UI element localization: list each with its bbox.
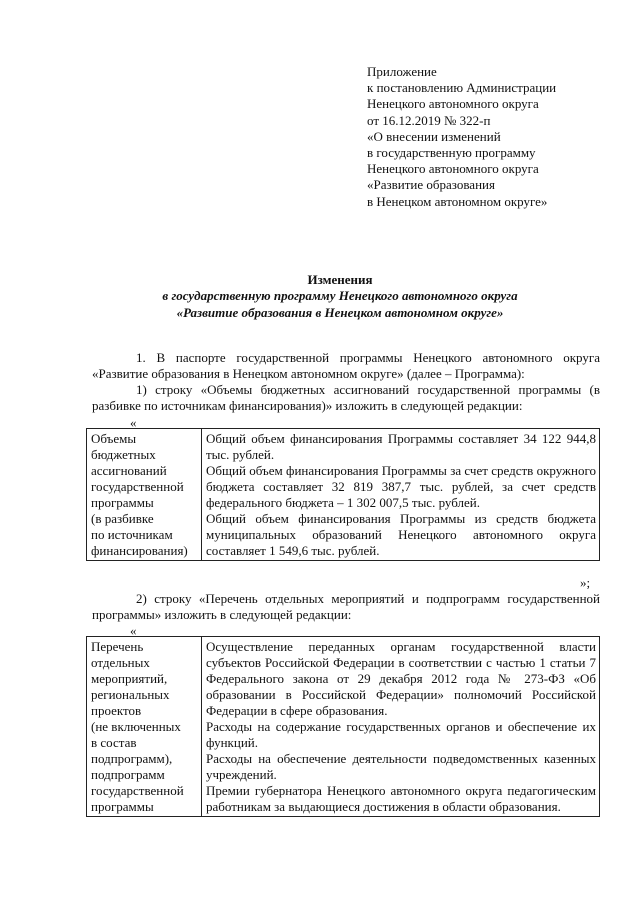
label-line: подпрограмм [91,767,165,782]
value-paragraph: Общий объем финансирования Программы составляет 34 122 944,8 тыс. рублей. [206,431,596,462]
label-line: государственной [91,783,184,798]
appendix-line: в государственную программу [367,145,536,161]
label-line: Объемы [91,431,137,446]
paragraph-intro: 1. В паспорте государственной программы Ненецкого автономного округа «Развитие образования в Ненецком автономном округе» (далее – Программа): [92,350,600,381]
label-line: отдельных [91,655,150,670]
label-line: бюджетных [91,447,156,462]
open-quote: « [130,415,137,430]
row-value-cell [202,637,600,817]
label-line: Перечень [91,639,144,654]
label-line: мероприятий, [91,671,168,686]
section-item2 [92,591,600,623]
section-intro [92,350,600,414]
row-label-cell [87,637,202,817]
value-paragraph: Премии губернатора Ненецкого автономного округа педагогическим работникам за выдающиеся достижения в области образования. [206,783,596,814]
appendix-line: от 16.12.2019 № 322-п [367,112,491,128]
appendix-line: в Ненецком автономном округе» [367,193,548,209]
label-line: ассигнований [91,463,167,478]
appendix-line: Приложение [367,64,437,79]
table-row [87,637,600,817]
label-line: по источникам [91,527,173,542]
label-line: финансирования) [91,543,188,558]
value-paragraph: Расходы на содержание государственных органов и обеспечение их функций. [206,719,596,750]
appendix-line: «Развитие образования [367,177,495,193]
open-quote: « [130,623,137,638]
title-main: Изменения [307,272,373,287]
label-line: программы [91,799,154,814]
value-paragraph: Расходы на обеспечение деятельности подведомственных казенных учреждений. [206,751,596,782]
label-line: программы [91,495,154,510]
title-line: «Развитие образования в Ненецком автономном округе» [176,304,504,320]
measures-table [86,636,600,817]
label-line: в состав [91,735,137,750]
label-line: (не включенных [91,719,181,734]
appendix-header [367,64,627,210]
value-paragraph: Общий объем финансирования Программы из средств бюджета муниципальных образований Ненецкого автономного округа составляет 1 549,6 тыс. рублей. [206,511,596,558]
label-line: проектов [91,703,142,718]
paragraph-item2: 2) строку «Перечень отдельных мероприятий и подпрограмм государственной программы» изложить в следующей редакции: [92,591,600,622]
appendix-line: к постановлению Администрации [367,80,557,96]
appendix-line: Ненецкого автономного округа [367,96,539,112]
title-line: в государственную программу Ненецкого автономного округа [162,288,518,304]
value-paragraph: Осуществление переданных органам государственной власти субъектов Российской Федерации в соответствии с частью 1 статьи 7 Федерального закона от 29 декабря 2012 года № 273-ФЗ «Об образовании в Российской Федерации» полномочий Российской Федерации в сфере образования. [206,639,596,718]
label-line: региональных [91,687,170,702]
appendix-line: Ненецкого автономного округа [367,161,539,177]
row-value-cell [202,429,600,561]
label-line: подпрограмм), [91,751,173,766]
document-title [60,272,620,321]
appendix-line: «О внесении изменений [367,128,501,144]
label-line: государственной [91,479,184,494]
value-paragraph: Общий объем финансирования Программы за счет средств окружного бюджета составляет 32 819 387,7 тыс. рублей, за счет средств федерального бюджета – 1 302 007,5 тыс. рублей. [206,463,596,510]
close-quote: »; [580,575,591,590]
budget-table [86,428,600,561]
table-row [87,429,600,561]
row-label-cell [87,429,202,561]
label-line: (в разбивке [91,511,154,526]
paragraph-item1: 1) строку «Объемы бюджетных ассигнований государственной программы (в разбивке по источникам финансирования)» изложить в следующей редакции: [92,382,600,413]
